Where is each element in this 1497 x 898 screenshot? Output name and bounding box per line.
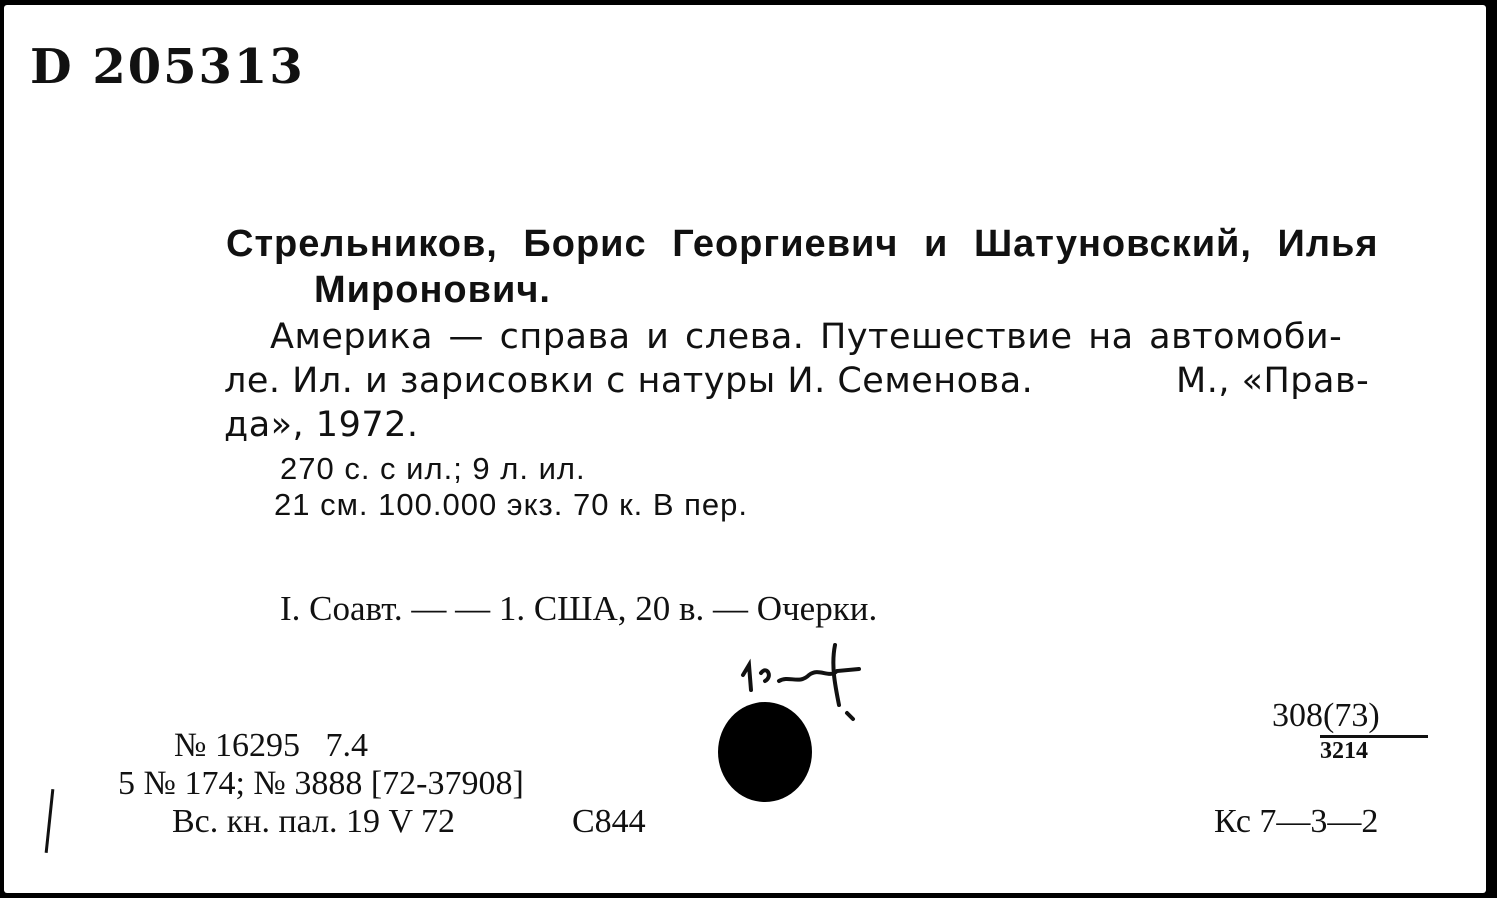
title-line-3: да», 1972. <box>224 405 419 445</box>
card-code: Кс 7—3—2 <box>1214 803 1379 840</box>
order-line-3: Вс. кн. пал. 19 V 72 <box>172 803 455 840</box>
margin-stroke <box>45 789 55 853</box>
catalog-card <box>4 5 1486 893</box>
punch-hole <box>718 702 812 802</box>
imprint-place-publisher: М., «Прав- <box>1176 361 1370 401</box>
title-line-2: ле. Ил. и зарисовки с натуры И. Семенова. <box>224 361 1034 401</box>
order-line-2: 5 № 174; № 3888 [72-37908] <box>118 765 524 802</box>
tracings: I. Соавт. — — 1. США, 20 в. — Очерки. <box>280 589 878 628</box>
collation-line-2: 21 см. 100.000 экз. 70 к. В пер. <box>274 487 749 522</box>
order-line-1: № 16295 7.4 <box>174 727 368 764</box>
author-heading: Стрельников, Борис Георгиевич и Шатуновский, Илья <box>226 223 1379 265</box>
call-number: D 205313 <box>30 39 305 95</box>
title-line-1: Америка — справа и слева. Путешествие на автомоби- <box>270 317 1343 357</box>
author-heading-continuation: Миронович. <box>314 269 551 311</box>
author-mark: 3214 <box>1320 735 1428 765</box>
collation-line-1: 270 с. с ил.; 9 л. ил. <box>280 451 586 486</box>
order-code: С844 <box>572 803 646 840</box>
classification-number: 308(73) <box>1272 697 1380 734</box>
